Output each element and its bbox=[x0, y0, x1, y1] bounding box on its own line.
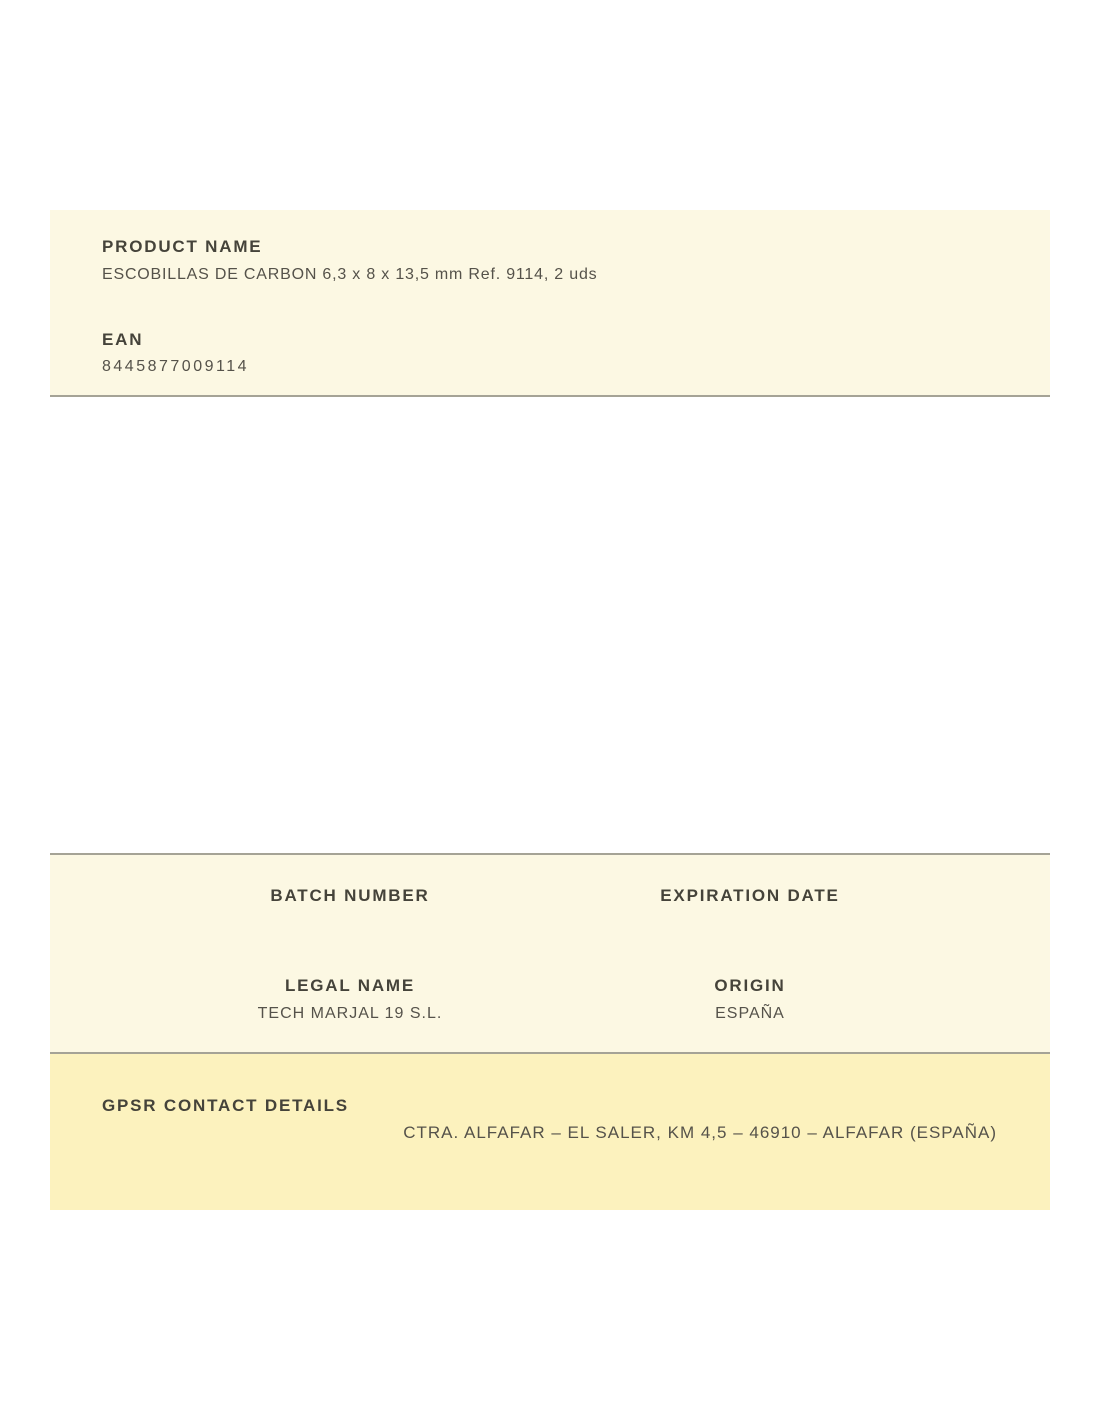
batch-number-value bbox=[150, 905, 550, 976]
gpsr-contact-address: CTRA. ALFAFAR – EL SALER, KM 4,5 – 46910 – ALFAFAR (ESPAÑA) bbox=[403, 1123, 997, 1142]
legal-name-value: TECH MARJAL 19 S.L. bbox=[257, 1005, 443, 1022]
batch-number-label: BATCH NUMBER bbox=[270, 886, 430, 905]
origin-label: ORIGIN bbox=[714, 976, 786, 995]
origin-value: ESPAÑA bbox=[715, 1005, 785, 1022]
ean-label: EAN bbox=[102, 329, 144, 349]
details-panel bbox=[50, 853, 1050, 1054]
details-grid bbox=[150, 886, 950, 1023]
product-name-value: ESCOBILLAS DE CARBON 6,3 x 8 x 13,5 mm Ref. 9114, 2 uds bbox=[102, 265, 598, 283]
gpsr-contact-label: GPSR CONTACT DETAILS bbox=[102, 1096, 349, 1115]
product-info-panel bbox=[50, 210, 1050, 397]
product-name-label: PRODUCT NAME bbox=[102, 237, 263, 256]
gpsr-contact-panel bbox=[50, 1054, 1050, 1210]
expiration-date-label: EXPIRATION DATE bbox=[660, 886, 840, 905]
ean-value: 8445877009114 bbox=[102, 358, 249, 376]
legal-name-label: LEGAL NAME bbox=[284, 976, 416, 995]
expiration-date-value bbox=[550, 905, 950, 976]
